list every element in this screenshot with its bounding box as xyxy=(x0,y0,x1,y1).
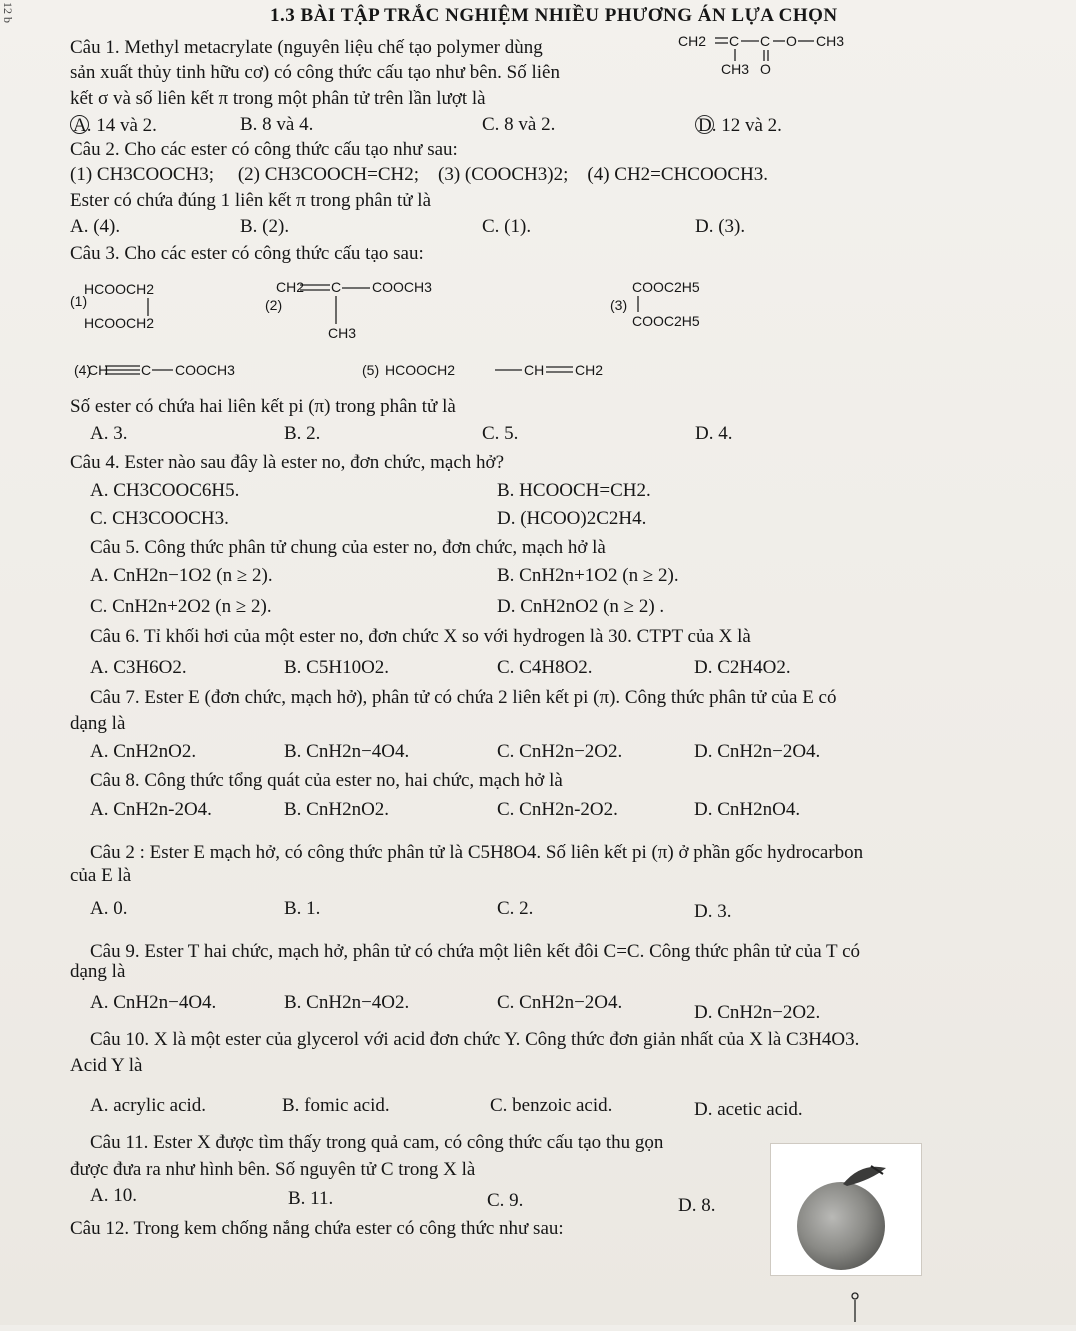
orange-fruit-icon xyxy=(771,1144,921,1275)
q2-line2: (1) CH3COOCH3; (2) CH3COOCH=CH2; (3) (COOCH3)2; (4) CH2=CHCOOCH3. xyxy=(70,164,769,185)
q6-line1: Câu 6. Tỉ khối hơi của một ester no, đơn chức X so với hydrogen là 30. CTPT của X là xyxy=(90,626,751,647)
q3-s2-d: CH3 xyxy=(328,325,357,341)
q6-option-d[interactable]: D. C2H4O2. xyxy=(694,657,791,678)
q7-line1: Câu 7. Ester E (đơn chức, mạch hở), phân tử có chứa 2 liên kết pi (π). Công thức phân tử của E có xyxy=(90,687,837,708)
q1-o: O xyxy=(786,33,797,49)
q2b-option-b[interactable]: B. 1. xyxy=(284,898,321,919)
q6-option-b[interactable]: B. C5H10O2. xyxy=(284,657,390,678)
q7-option-a[interactable]: A. CnH2nO2. xyxy=(90,741,197,762)
q4-option-a[interactable]: A. CH3COOC6H5. xyxy=(90,480,240,501)
q5-option-b[interactable]: B. CnH2n+1O2 (n ≥ 2). xyxy=(497,565,679,586)
q12-bond-icon xyxy=(845,1290,865,1325)
q2b-option-d[interactable]: D. 3. xyxy=(694,901,732,922)
q2-option-b[interactable]: B. (2). xyxy=(240,216,290,237)
q2-option-c[interactable]: C. (1). xyxy=(482,216,532,237)
q3-option-b[interactable]: B. 2. xyxy=(284,423,321,444)
q1-bonds xyxy=(678,28,938,88)
q1-option-d[interactable]: D. 12 và 2. xyxy=(695,115,782,135)
q11-line2: được đưa ra như hình bên. Số nguyên tử C trong X là xyxy=(70,1159,476,1180)
q9-line1: Câu 9. Ester T hai chức, mạch hở, phân tử có chứa một liên kết đôi C=C. Công thức phân tử của T có xyxy=(90,941,861,962)
q10-option-b[interactable]: B. fomic acid. xyxy=(282,1095,390,1116)
q8-option-c[interactable]: C. CnH2n-2O2. xyxy=(497,799,618,820)
q3-s4-b: C xyxy=(141,362,152,378)
q4-line1: Câu 4. Ester nào sau đây là ester no, đơn chức, mạch hở? xyxy=(70,452,505,473)
q10-option-d[interactable]: D. acetic acid. xyxy=(694,1099,803,1120)
q9-option-c[interactable]: C. CnH2n−2O4. xyxy=(497,992,623,1013)
q4-option-b[interactable]: B. HCOOCH=CH2. xyxy=(497,480,651,501)
q9-option-b[interactable]: B. CnH2n−4O2. xyxy=(284,992,410,1013)
q11-option-d[interactable]: D. 8. xyxy=(678,1195,716,1216)
q10-option-a[interactable]: A. acrylic acid. xyxy=(90,1095,207,1116)
q3-line2: Số ester có chứa hai liên kết pi (π) trong phân tử là xyxy=(70,396,456,417)
q8-option-b[interactable]: B. CnH2nO2. xyxy=(284,799,390,820)
q3-s1-num: (1) xyxy=(70,293,88,309)
q11-option-c[interactable]: C. 9. xyxy=(487,1190,524,1211)
q3-option-a[interactable]: A. 3. xyxy=(90,423,128,444)
q3-s5-b: CH xyxy=(524,362,545,378)
q3-option-d[interactable]: D. 4. xyxy=(695,423,733,444)
q5-option-d[interactable]: D. CnH2nO2 (n ≥ 2) . xyxy=(497,596,665,617)
q1-line2: sản xuất thủy tinh hữu cơ) có công thức cấu tạo như bên. Số liên xyxy=(70,62,560,83)
q5-option-c[interactable]: C. CnH2n+2O2 (n ≥ 2). xyxy=(90,596,272,617)
q3-s4-a: CH xyxy=(88,362,109,378)
q11-line1: Câu 11. Ester X được tìm thấy trong quả cam, có công thức cấu tạo thu gọn xyxy=(90,1132,664,1153)
q12-line1: Câu 12. Trong kem chống nắng chứa ester có công thức như sau: xyxy=(70,1218,564,1239)
q6-option-c[interactable]: C. C4H8O2. xyxy=(497,657,593,678)
q3-s5-a: HCOOCH2 xyxy=(385,362,456,378)
q10-line1: Câu 10. X là một ester của glycerol với acid đơn chức Y. Công thức đơn giản nhất của X là C3H4O3. xyxy=(90,1029,860,1050)
q7-option-b[interactable]: B. CnH2n−4O4. xyxy=(284,741,410,762)
q3-s3-b: COOC2H5 xyxy=(632,313,700,329)
q3-s2-b: C xyxy=(331,279,342,295)
q8-option-a[interactable]: A. CnH2n-2O4. xyxy=(90,799,212,820)
orange-image xyxy=(770,1143,922,1276)
section-title: 1.3 BÀI TẬP TRẮC NGHIỆM NHIỀU PHƯƠNG ÁN LỰA CHỌN xyxy=(270,5,838,26)
q12-structure-fragment xyxy=(845,1290,865,1325)
q2-line1: Câu 2. Cho các ester có công thức cấu tạo như sau: xyxy=(70,139,458,160)
q8-option-d[interactable]: D. CnH2nO4. xyxy=(694,799,801,820)
q7-line2: dạng là xyxy=(70,713,126,734)
q3-structures xyxy=(70,268,770,378)
q1-option-c[interactable]: C. 8 và 2. xyxy=(482,114,556,135)
q5-line1: Câu 5. Công thức phân tử chung của ester no, đơn chức, mạch hở là xyxy=(90,537,606,558)
q5-option-a[interactable]: A. CnH2n−1O2 (n ≥ 2). xyxy=(90,565,273,586)
q1-line3: kết σ và số liên kết π trong một phân tử trên lần lượt là xyxy=(70,88,486,109)
q3-s1-b: HCOOCH2 xyxy=(84,315,155,331)
q1-o-double: O xyxy=(760,61,771,77)
q6-option-a[interactable]: A. C3H6O2. xyxy=(90,657,187,678)
q11-option-b[interactable]: B. 11. xyxy=(288,1188,334,1209)
edge-mark: 12 b xyxy=(1,2,15,23)
q9-option-d[interactable]: D. CnH2n−2O2. xyxy=(694,1002,821,1023)
q3-s5-num: (5) xyxy=(362,362,380,378)
q4-option-c[interactable]: C. CH3COOCH3. xyxy=(90,508,229,529)
q2b-option-a[interactable]: A. 0. xyxy=(90,898,128,919)
q1-option-a[interactable]: A. 14 và 2. xyxy=(70,115,157,135)
q7-option-c[interactable]: C. CnH2n−2O2. xyxy=(497,741,623,762)
q1-c1: C xyxy=(729,33,740,49)
q1-structure xyxy=(678,28,938,88)
q2-option-d[interactable]: D. (3). xyxy=(695,216,746,237)
q2b-line2: của E là xyxy=(70,865,132,886)
q1-ch2: CH2 xyxy=(678,33,707,49)
q1-option-b[interactable]: B. 8 và 4. xyxy=(240,114,314,135)
q3-s2-num: (2) xyxy=(265,297,283,313)
q2b-option-c[interactable]: C. 2. xyxy=(497,898,534,919)
q1-line1: Câu 1. Methyl metacrylate (nguyên liệu chế tạo polymer dùng xyxy=(70,37,543,58)
q3-s2-a: CH2 xyxy=(276,279,305,295)
q2b-line1: Câu 2 : Ester E mạch hở, có công thức phân tử là C5H8O4. Số liên kết pi (π) ở phần gốc hydrocarbon xyxy=(90,842,864,863)
q3-s5-c: CH2 xyxy=(575,362,604,378)
q3-s4-num: (4) xyxy=(74,362,92,378)
q3-option-c[interactable]: C. 5. xyxy=(482,423,519,444)
q11-option-a[interactable]: A. 10. xyxy=(90,1185,137,1206)
q3-s4-c: COOCH3 xyxy=(175,362,235,378)
q9-line2: dạng là xyxy=(70,961,126,982)
q10-option-c[interactable]: C. benzoic acid. xyxy=(490,1095,613,1116)
q3-s3-num: (3) xyxy=(610,297,628,313)
q1-c2: C xyxy=(760,33,771,49)
q2-line3: Ester có chứa đúng 1 liên kết π trong phân tử là xyxy=(70,190,432,211)
q3-s1-a: HCOOCH2 xyxy=(84,281,155,297)
q3-s3-a: COOC2H5 xyxy=(632,279,700,295)
q2-option-a[interactable]: A. (4). xyxy=(70,216,121,237)
q10-line2: Acid Y là xyxy=(70,1055,143,1076)
q1-ch3: CH3 xyxy=(816,33,845,49)
q9-option-a[interactable]: A. CnH2n−4O4. xyxy=(90,992,217,1013)
q3-line1: Câu 3. Cho các ester có công thức cấu tạo sau: xyxy=(70,243,424,264)
q7-option-d[interactable]: D. CnH2n−2O4. xyxy=(694,741,821,762)
q8-line1: Câu 8. Công thức tổng quát của ester no, hai chức, mạch hở là xyxy=(90,770,563,791)
q1-ch3-branch: CH3 xyxy=(721,61,750,77)
q3-s2-c: COOCH3 xyxy=(372,279,432,295)
q4-option-d[interactable]: D. (HCOO)2C2H4. xyxy=(497,508,647,529)
